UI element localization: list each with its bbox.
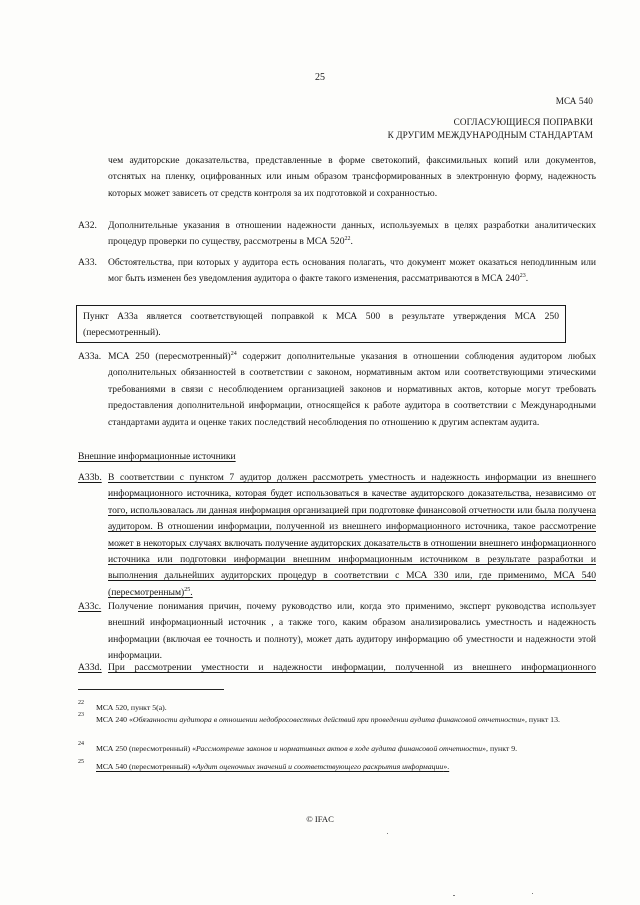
paragraph-label-a33c: A33c. — [78, 601, 102, 612]
header-title-line2: К ДРУГИМ МЕЖДУНАРОДНЫМ СТАНДАРТАМ — [387, 130, 593, 140]
footnote-number: 22 — [78, 700, 84, 706]
footnote-ref[interactable]: 24 — [230, 350, 237, 357]
paragraph-label-a33d: A33d. — [78, 662, 102, 673]
header-doc-code: МСА 540 — [555, 96, 593, 106]
footnote-22: МСА 520, пункт 5(a). — [96, 703, 167, 712]
footnote-ref[interactable]: 25 — [184, 586, 191, 593]
paragraph-a33b: В соответствии с пунктом 7 аудитор должен рассмотреть уместность и надежность информации из внешнего информационного источника, которая будет использоваться в качестве аудиторского доказательства, независимо от того, использовалась ли данная информация организацией при подготовке финансовой отчетности или была получена аудитором. В отношении информации, полученной из внешнего информационного источника, такое рассмотрение может в некоторых случаях включать получение аудиторских доказательств в отношении внешнего информационного источника или подготовки информации внешним информационным источником в результате разработки и выполнения дальнейших аудиторских процедур в соответствии с МСА 330 или, где применимо, МСА 540 (пересмотренным)$^{25}$. — [108, 472, 596, 598]
footnote-ref[interactable]: 22 — [344, 236, 351, 243]
copyright-footer: © IFAC — [306, 814, 334, 824]
paragraph-a32: Дополнительные указания в отношении надежности данных, используемых в целях разработки аналитических процедур проверки по существу, рассмотрены в МСА $520^{22}$. — [108, 220, 596, 248]
paragraph-label-a33a: A33a. — [78, 351, 102, 362]
scan-speck — [387, 833, 388, 834]
header-title-line1: СОГЛАСУЮЩИЕСЯ ПОПРАВКИ — [453, 117, 593, 127]
footnote-ref[interactable]: 23 — [519, 273, 526, 280]
paragraph-a33: Обстоятельства, при которых у аудитора есть основания полагать, что документ может оказаться неподлинным или мог быть изменен без уведомления аудитора о факте такого изменения, рассматриваются в МСА $240^{23}$. — [108, 257, 596, 285]
amendment-note-box — [76, 305, 566, 343]
footnote-24: МСА 250 (пересмотренный) «Рассмотрение законов и нормативных актов в ходе аудита финансовой отчетности», пункт 9. — [96, 744, 518, 753]
amendment-note-text: Пункт A33a является соответствующей поправкой к МСА 500 в результате утверждения МСА 250 (пересмотренный). — [83, 311, 559, 338]
paragraph-a33c: Получение понимания причин, почему руководство или, когда это применимо, эксперт руководства использует внешний информационный источник , а также того, каким образом анализировались уместность и надежность информации (включая ее точность и полноту), может дать аудитору информацию об уместности и надежности этой информации. — [108, 601, 596, 662]
footnote-25: МСА 540 (пересмотренный) «Аудит оценочных значений и соответствующего раскрытия информации». — [96, 762, 450, 771]
footnote-separator — [78, 689, 224, 690]
footnote-23: МСА 240 «Обязанности аудитора в отношении недобросовестных действий при проведении аудита финансовой отчетности», пункт 13. — [96, 715, 560, 724]
scan-speck — [453, 895, 455, 896]
paragraph-label-a33: A33. — [78, 257, 97, 268]
paragraph-a33a: МСА 250 (пересмотренный)$^{24}$ содержит дополнительные указания в отношении соблюдения аудитором любых дополнительных обязанностей в соответствии с законом, нормативным актом или соответствующими этическими требованиями в связи с несоблюдением организацией законов и нормативных актов, которые могут требовать предоставления дополнительной информации, относящейся к работе аудитора в соответствии с Международными стандартами аудита и оценке таких последствий несоблюдения по отношению к другим аспектам аудита. — [108, 350, 596, 428]
footnote-number: 23 — [78, 712, 84, 718]
paragraph-a33d: При рассмотрении уместности и надежности информации, полученной из внешнего информационного — [108, 662, 596, 673]
page-number: 25 — [315, 72, 325, 83]
footnote-number: 24 — [78, 741, 84, 747]
paragraph-label-a32: A32. — [78, 220, 97, 231]
footnote-number: 25 — [78, 759, 84, 765]
scan-speck — [532, 893, 533, 894]
paragraph-label-a33b: A33b. — [78, 472, 102, 483]
section-heading: Внешние информационные источники — [78, 451, 236, 462]
paragraph-continuation: чем аудиторские доказательства, представленные в форме светокопий, факсимильных копий или документов, отснятых на пленку, оцифрованных или иным образом трансформированных в электронную форму, надежность которых может зависеть от средств контроля за их подготовкой и сохранностью. — [108, 155, 596, 199]
